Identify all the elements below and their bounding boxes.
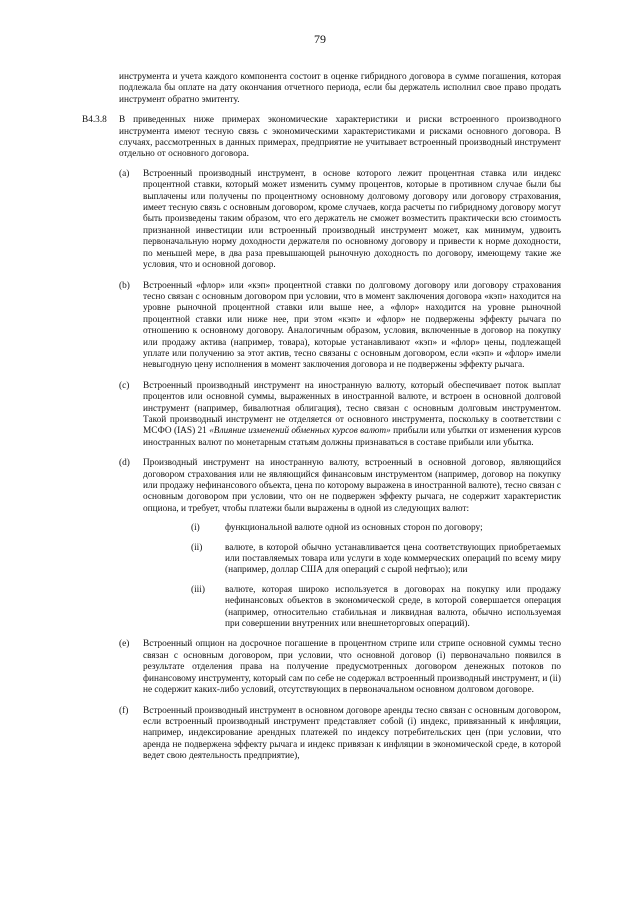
item-text: Встроенный производный инструмент, в основе которого лежит процентная ставка или индекс процентной ставки, который может изменить сумму процентов, которые в противном случае были бы выплачены или получены по процентному основному долговому договору или договору страхования, имеет тесную связь с основным договором, кроме случаев, когда расчеты по гибридному договору могут быть произведены таким образом, что его держатель не сможет возместить практически всю стоимость признанной инвестиции или встроенный производный инструмент может, как минимум, удвоить первоначальную норму доходности держателя по основному договору и привести к норме доходности, по меньшей мере, в два раза превышающей рыночную доходность по договору, имеющему такие же условия, что и основной договор. bbox=[143, 168, 561, 271]
page-content bbox=[82, 72, 561, 772]
sublist-item-ii bbox=[191, 543, 561, 577]
subitem-label: (i) bbox=[191, 523, 200, 534]
section-number: B4.3.8 bbox=[82, 115, 107, 126]
item-text: Встроенный опцион на досрочное погашение в процентном стрипе или стрипе основной суммы тесно связан с основным договором, при условии, что основной договор (i) первоначально появился в результате отделения права на получение предусмотренных договором денежных потоков по финансовому инструменту, который сам по себе не содержал встроенный производный инструмент, и (ii) не содержит каких-либо условий, отсутствующих в первоначальном основном долговом договоре. bbox=[143, 639, 561, 696]
item-text: Встроенный «флор» или «кэп» процентной ставки по долговому договору или договору страхования тесно связан с основным договором при условии, что в момент заключения договора «кэп» находится на уровне рыночной процентной ставки или выше нее, а «флор» находится на уровне рыночной процентной ставки или ниже нее, при этом «кэп» и «флор» не подвержены эффекту рычага по отношению к основному договору. Аналогичным образом, условия, включенные в договор на покупку или продажу актива (например, товара), которые устанавливают «кэп» и «флор» цены, подлежащей уплате или получению за этот актив, тесно связаны с основным договором, если «кэп» и «флор» имели невыгодную цену исполнения в момент заключения договора и не подвержены эффекту рычага. bbox=[143, 280, 561, 371]
item-text: Встроенный производный инструмент в основном договоре аренды тесно связан с основным договором, если встроенный производный инструмент представляет собой (i) индекс, привязанный к инфляции, например, индексирование арендных платежей по индексу потребительских цен (при условии, что аренда не подвержена эффекту рычага и индекс привязан к инфляции в экономической среде, в которой ведет свою деятельность предприятие), bbox=[143, 705, 561, 762]
standard-title-italic: «Влияние изменений обменных курсов валют» bbox=[209, 426, 391, 437]
section-b4-3-8 bbox=[82, 115, 561, 161]
subitem-label: (ii) bbox=[191, 542, 203, 553]
list-item-c bbox=[119, 381, 561, 449]
subitem-text: функциональной валюте одной из основных сторон по договору; bbox=[225, 523, 483, 534]
list-item-a bbox=[119, 169, 561, 272]
section-text: В приведенных ниже примерах экономические характеристики и риски встроенного производного инструмента имеют тесную связь с экономическими характеристиками и рисками основного договора. В случаях, рассмотренных в данных примерах, предприятие не учитывает встроенный производный инструмент отдельно от основного договора. bbox=[119, 115, 561, 160]
sublist bbox=[143, 523, 561, 630]
subitem-label: (iii) bbox=[191, 584, 205, 595]
list-item-e bbox=[119, 639, 561, 696]
list-item-b bbox=[119, 281, 561, 372]
subitem-text: валюте, которая широко используется в договорах на покупку или продажу нефинансовых объектов в экономической среде, в которой совершается операция (например, относительно стабильная и ликвидная валюта, обычно используемая при совершении внутренних или внешнеторговых операций). bbox=[225, 584, 561, 630]
sublist-item-i bbox=[191, 523, 561, 534]
list-item-d bbox=[119, 458, 561, 630]
item-label: (b) bbox=[119, 280, 130, 291]
item-label: (c) bbox=[119, 380, 130, 391]
item-label: (f) bbox=[119, 705, 129, 716]
page-number: 79 bbox=[314, 32, 326, 46]
item-label: (d) bbox=[119, 458, 130, 469]
item-text-part: Встроенный производный инструмент на иностранную валюту, который обеспечивает поток выплат процентов или основной суммы, выраженных в иностранной валюте, и встроен в основной долговой инструмент (например, бивалютная облигация), тесно связан с основным долговым инструментом. Такой производный инструмент не отделяется от основного инструмента, поскольку в соответствии с МСФО (IAS) 21 bbox=[143, 380, 561, 437]
sublist-item-iii bbox=[191, 585, 561, 631]
item-label: (e) bbox=[119, 639, 130, 650]
item-text: Производный инструмент на иностранную валюту, встроенный в основной договор, являющийся договором страхования или не являющийся финансовым инструментом (например, договор на покупку или продажу нефинансового объекта, цена по которому выражена в иностранной валюте), тесно связан с основным договором при условии, что он не подвержен эффекту рычага, не содержит характеристик опциона, и требует, чтобы платежи были выражены в одной из следующих валют: bbox=[143, 458, 561, 514]
list-item-f bbox=[119, 706, 561, 763]
item-text-part: прибыли или убытки от изменения курсов иностранных валют по монетарным статьям должны признаваться в составе прибыли или убытка. bbox=[143, 426, 561, 448]
item-label: (a) bbox=[119, 168, 130, 179]
subitem-text: валюте, в которой обычно устанавливается цена соответствующих приобретаемых или поставляемых товара или услуги в ходе коммерческих операций по всему миру (например, доллар США для операций с сырой нефтью); или bbox=[225, 542, 561, 576]
item-text bbox=[143, 381, 561, 449]
intro-continuation: инструмента и учета каждого компонента состоит в оценке гибридного договора в сумме погашения, которая подлежала бы оплате на дату окончания отчетного периода, если бы держатель исполнил свое право продать инструмент обратно эмитенту. bbox=[119, 72, 561, 105]
